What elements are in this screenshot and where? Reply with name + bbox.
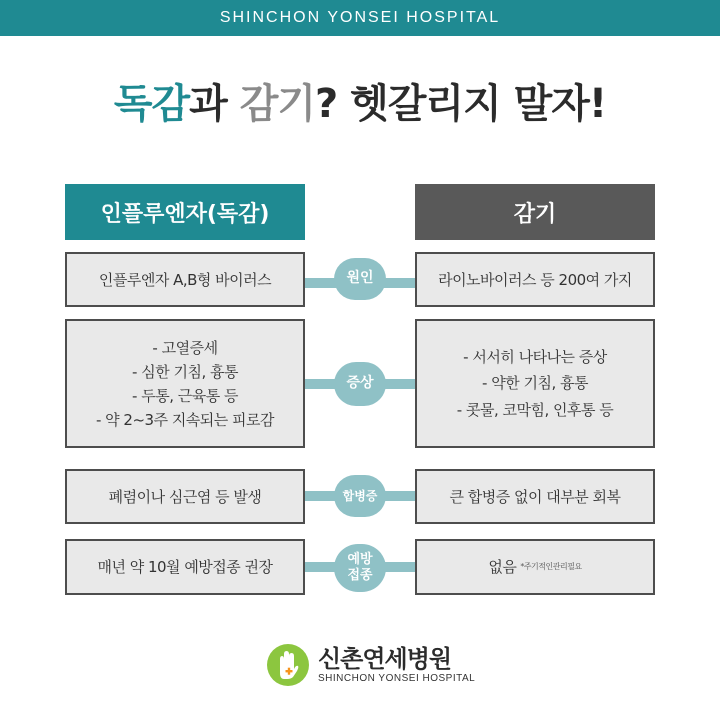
title-flu: 독감 (113, 81, 190, 127)
cold-vaccine-note: *주기적인관리필요 (520, 561, 582, 571)
label-symptoms-pill (334, 362, 386, 406)
flu-symptom-line: - 심한 기침, 흉통 (132, 362, 238, 381)
label-vaccine-line: 접종 (347, 568, 373, 583)
cold-symptoms-box (415, 319, 655, 448)
flu-symptoms-box (65, 319, 305, 448)
title-and: 과 (189, 81, 240, 127)
flu-vaccine-box (65, 539, 305, 595)
label-cause-pill (334, 258, 386, 300)
cold-symptom-line: - 콧물, 코막힘, 인후통 등 (456, 400, 614, 419)
cold-vaccine-line: 없음 (488, 558, 517, 576)
flu-cause-line: 인플루엔자 A,B형 바이러스 (98, 270, 272, 289)
cold-vaccine-box (415, 539, 655, 595)
flu-symptom-line: - 두통, 근육통 등 (132, 386, 238, 405)
title-rest: ? 헷갈리지 말자! (315, 81, 607, 127)
title-cold: 감기 (239, 81, 315, 127)
cold-cause-line: 라이노바이러스 등 200여 가지 (438, 270, 632, 289)
flu-complication-line: 폐렴이나 심근염 등 발생 (108, 487, 262, 506)
label-vaccine-line: 예방 (347, 551, 373, 567)
hospital-name-ko: 신촌연세병원 (318, 645, 452, 674)
hospital-logo-icon (266, 643, 310, 687)
flu-vaccine-line: 매년 약 10월 예방접종 권장 (97, 558, 273, 576)
hospital-logo (266, 640, 475, 690)
cold-complication-line: 큰 합병증 없이 대부분 회복 (449, 487, 621, 506)
cold-symptom-line: - 서서히 나타나는 증상 (463, 348, 607, 367)
label-vaccine-pill (334, 544, 386, 592)
cold-cause-box (415, 252, 655, 307)
hospital-name-en: SHINCHON YONSEI HOSPITAL (318, 672, 476, 684)
page-title (0, 72, 720, 129)
flu-symptom-line: - 약 2~3주 지속되는 피로감 (95, 410, 275, 429)
cold-complication-box (415, 469, 655, 524)
flu-symptom-line: - 고열증세 (152, 338, 218, 357)
label-cause: 원인 (346, 270, 374, 287)
label-complication-pill (334, 475, 386, 517)
label-complication: 합병증 (342, 488, 378, 503)
column-header-flu: 인플루엔자(독감) (65, 184, 305, 240)
label-symptoms: 증상 (346, 375, 374, 392)
top-banner: SHINCHON YONSEI HOSPITAL (0, 0, 720, 36)
cold-symptom-line: - 약한 기침, 흉통 (482, 374, 588, 393)
flu-complication-box (65, 469, 305, 524)
column-header-cold: 감기 (415, 184, 655, 240)
flu-cause-box (65, 252, 305, 307)
